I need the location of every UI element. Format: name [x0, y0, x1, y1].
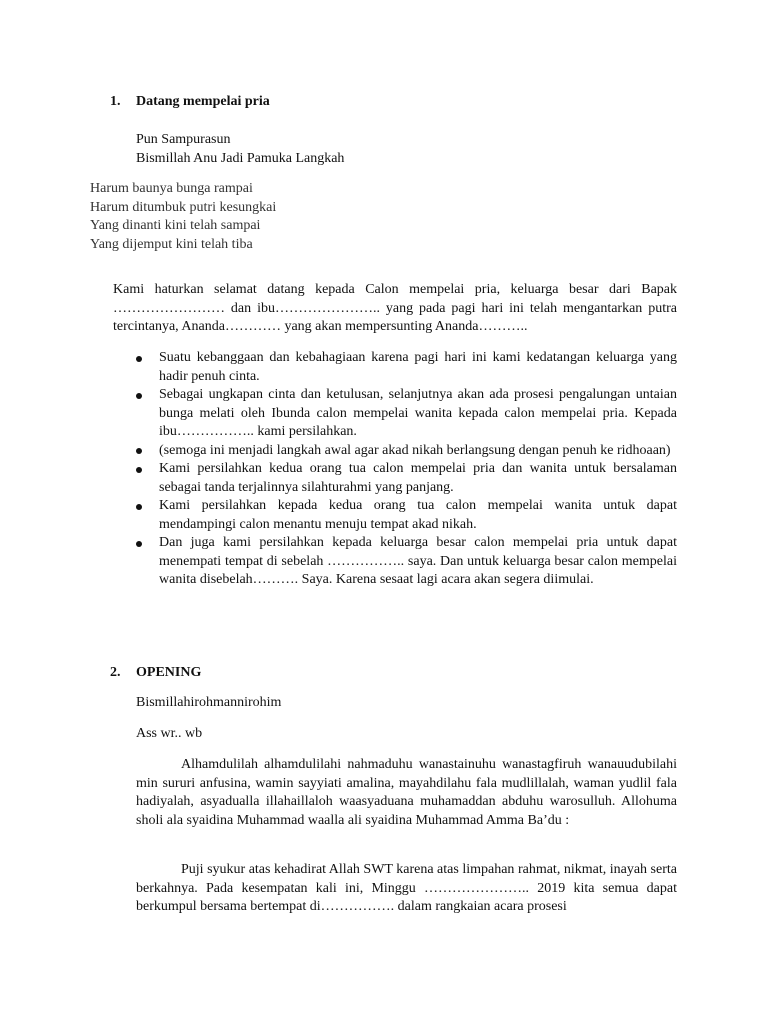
basmalah-line: Bismillahirohmannirohim — [136, 695, 282, 710]
bullet-icon — [136, 541, 142, 547]
list-item — [136, 534, 677, 590]
section-2-heading — [110, 664, 201, 683]
procession-list — [136, 349, 677, 590]
bullet-icon — [136, 448, 142, 454]
salam-line: Ass wr.. wb — [136, 726, 203, 741]
poem-line: Yang dijemput kini telah tiba — [90, 236, 253, 252]
list-item-text: Kami persilahkan kepada kedua orang tua calon mempelai wanita untuk dapat mendampingi calon menantu menuju tempat akad nikah. — [159, 498, 677, 532]
list-item — [136, 386, 677, 442]
section-2-title: OPENING — [136, 665, 202, 680]
poem-line: Yang dinanti kini telah sampai — [90, 218, 261, 233]
greeting-block — [136, 131, 344, 168]
section-2-number: 2. — [110, 665, 121, 680]
welcome-paragraph: Kami haturkan selamat datang kepada Calon mempelai pria, keluarga besar dari Bapak …………………… dan ibu………………….. yang pada pagi hari ini telah mengantarkan putra tercintanya, Ananda………… yang akan mempersunting Ananda……….. — [113, 282, 677, 334]
list-item-text: Suatu kebanggaan dan kebahagiaan karena pagi hari ini kami kedatangan keluarga yang hadir penuh cinta. — [159, 350, 677, 384]
greeting-line: Bismillah Anu Jadi Pamuka Langkah — [136, 150, 345, 166]
poem-block — [90, 180, 276, 254]
greeting-line: Pun Sampurasun — [136, 132, 231, 147]
list-item — [136, 349, 677, 386]
opening-prayer-paragraph: Alhamdulilah alhamdulilahi nahmaduhu wanastainuhu wanastagfiruh wanauudubilahi min sururi anfusina, wamin sayyiati amalina, mayahdilahu fala mudlillalah, waman yudlil fala hadiyalah, asyadualla illahaillaloh waasyaduana muhamaddan abduhu warosulluh. Allohuma sholi ala syaidina Muhammad waalla ali syaidina Muhammad Amma Ba’du : — [136, 757, 677, 828]
section-1-heading — [110, 93, 270, 112]
list-item — [136, 442, 677, 461]
gratitude-paragraph: Puji syukur atas kehadirat Allah SWT karena atas limpahan rahmat, nikmat, inayah serta berkahnya. Pada kesempatan kali ini, Minggu ………………….. 2019 kita semua dapat berkumpul bersama bertempat di……………. dalam rangkaian acara prosesi — [136, 862, 677, 914]
bullet-icon — [136, 467, 142, 473]
bullet-icon — [136, 393, 142, 399]
section-1-number: 1. — [110, 94, 121, 109]
list-item — [136, 497, 677, 534]
list-item-text: Sebagai ungkapan cinta dan ketulusan, selanjutnya akan ada prosesi pengalungan untaian bunga melati oleh Ibunda calon mempelai wanita kepada calon mempelai pria. Kepada ibu…………….. kami persilahkan. — [159, 387, 677, 439]
list-item-text: Kami persilahkan kedua orang tua calon mempelai pria dan wanita untuk bersalaman sebagai tanda terjalinnya silahturahmi yang panjang. — [159, 461, 677, 495]
poem-line: Harum baunya bunga rampai — [90, 181, 253, 196]
list-item — [136, 460, 677, 497]
bullet-icon — [136, 356, 142, 362]
section-1-title: Datang mempelai pria — [136, 94, 270, 109]
bullet-icon — [136, 504, 142, 510]
list-item-text: Dan juga kami persilahkan kepada keluarga besar calon mempelai pria untuk dapat menempati tempat di sebelah …………….. saya. Dan untuk keluarga besar calon mempelai wanita disebelah………. Saya. Karena sesaat lagi acara akan segera diimulai. — [159, 535, 677, 587]
poem-line: Harum ditumbuk putri kesungkai — [90, 199, 277, 215]
list-item-text: (semoga ini menjadi langkah awal agar akad nikah berlangsung dengan penuh ke ridhoaan) — [159, 442, 671, 458]
